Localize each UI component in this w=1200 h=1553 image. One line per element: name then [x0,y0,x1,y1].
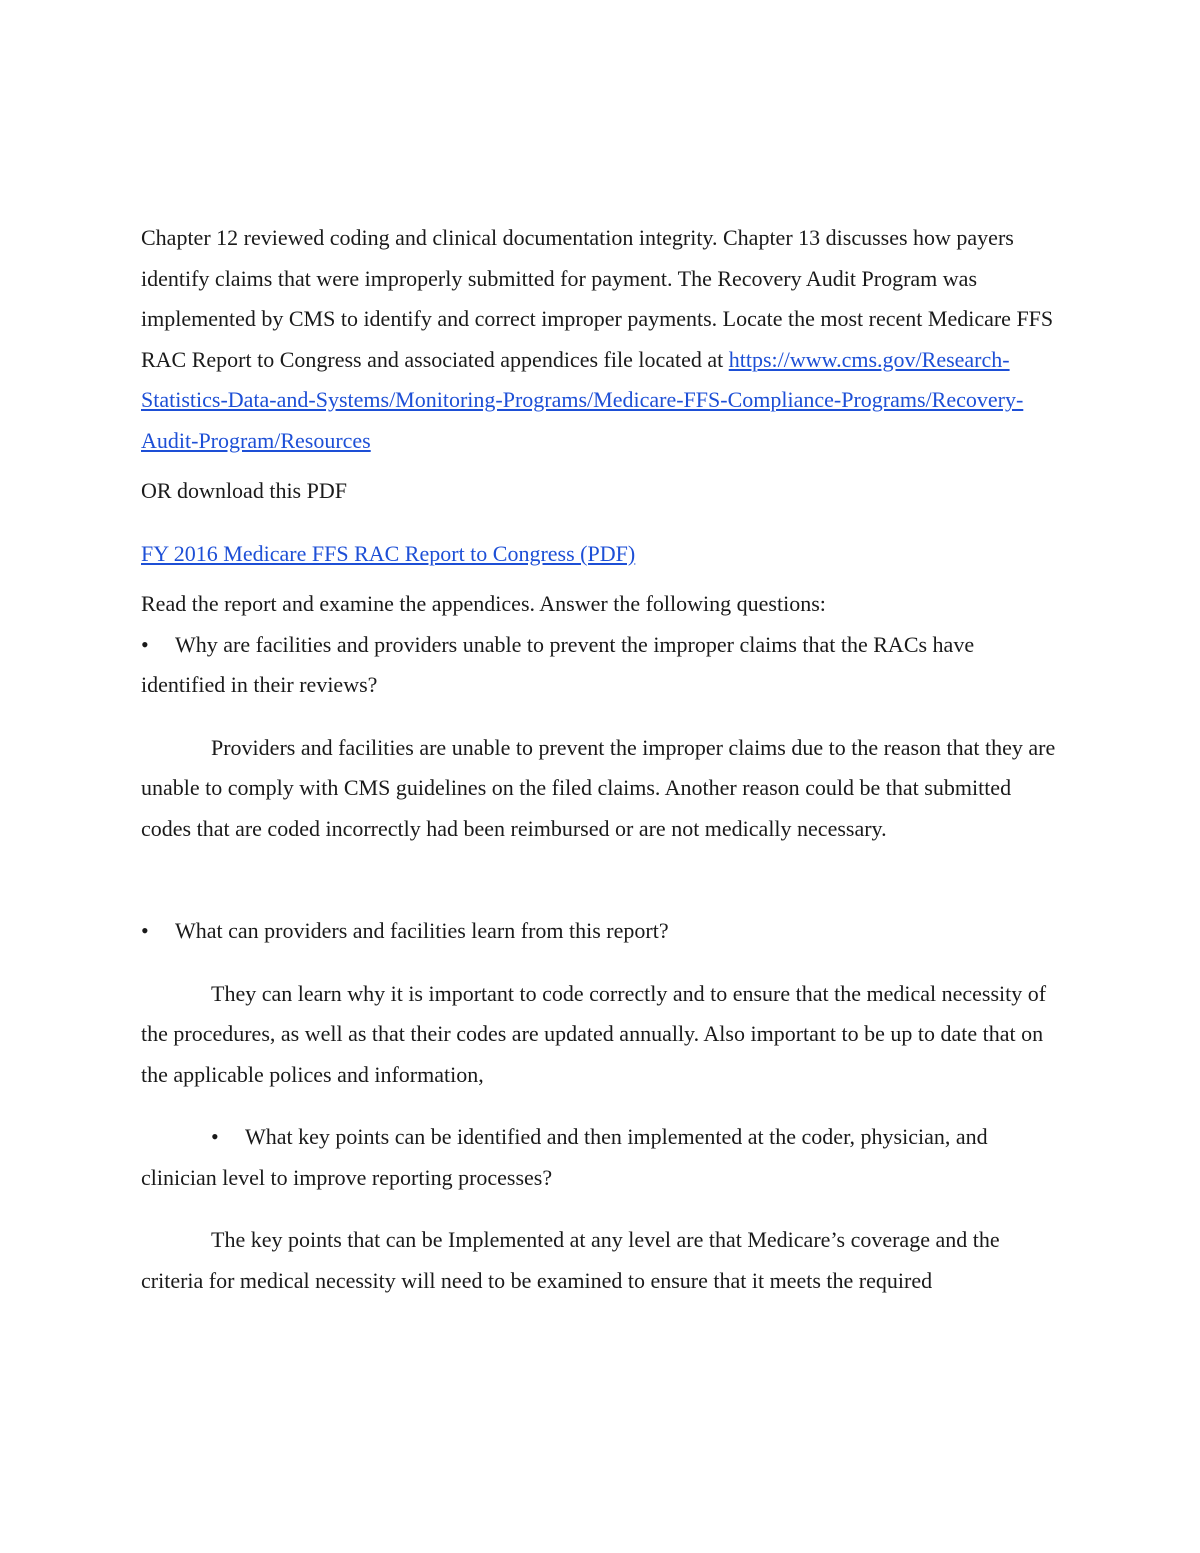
pdf-report-link[interactable]: FY 2016 Medicare FFS RAC Report to Congress (PDF) [141,540,636,566]
cms-resources-link[interactable]: https://www.cms.gov/Research-Statistics-Data-and-Systems/Monitoring-Programs/Medicare-FFS-Compliance-Programs/Recovery-Audit-Program/Resources [141,346,1024,453]
question-3 [141,1117,1061,1198]
question-3-text: What key points can be identified and then implemented at the coder, physician, and clinician level to improve reporting processes? [141,1124,988,1190]
bullet-3: • [211,1124,219,1149]
question-2 [141,911,1061,952]
instructions-text: Read the report and examine the appendices. Answer the following questions: [141,591,826,616]
document-body [141,218,1061,1301]
intro-text: Chapter 12 reviewed coding and clinical documentation integrity. Chapter 13 discusses how payers identify claims that were improperly submitted for payment. The Recovery Audit Program was implemented by CMS to identify and correct improper payments. Locate the most recent Medicare FFS RAC Report to Congress and associated appendices file located at [141,225,1054,372]
intro-paragraph [141,218,1061,461]
bullet-2: • [141,918,149,943]
question-1-text: Why are facilities and providers unable to prevent the improper claims that the RACs have identified in their reviews? [141,631,975,697]
question-1 [141,625,1061,706]
question-2-text: What can providers and facilities learn from this report? [175,918,669,943]
answer-1: Providers and facilities are unable to prevent the improper claims due to the reason that they are unable to comply with CMS guidelines on the filed claims. Another reason could be that submitted codes that are coded incorrectly had been reimbursed or are not medically necessary. [141,734,1056,841]
answer-3: The key points that can be Implemented at any level are that Medicare’s coverage and the criteria for medical necessity will need to be examined to ensure that it meets the required [141,1227,1000,1293]
pdf-link-paragraph [141,534,1061,575]
or-download-text: OR download this PDF [141,478,347,503]
answer-2: They can learn why it is important to code correctly and to ensure that the medical necessity of the procedures, as well as that their codes are updated annually. Also important to be up to date that on the applicable polices and information, [141,980,1047,1087]
bullet-1: • [141,631,149,657]
